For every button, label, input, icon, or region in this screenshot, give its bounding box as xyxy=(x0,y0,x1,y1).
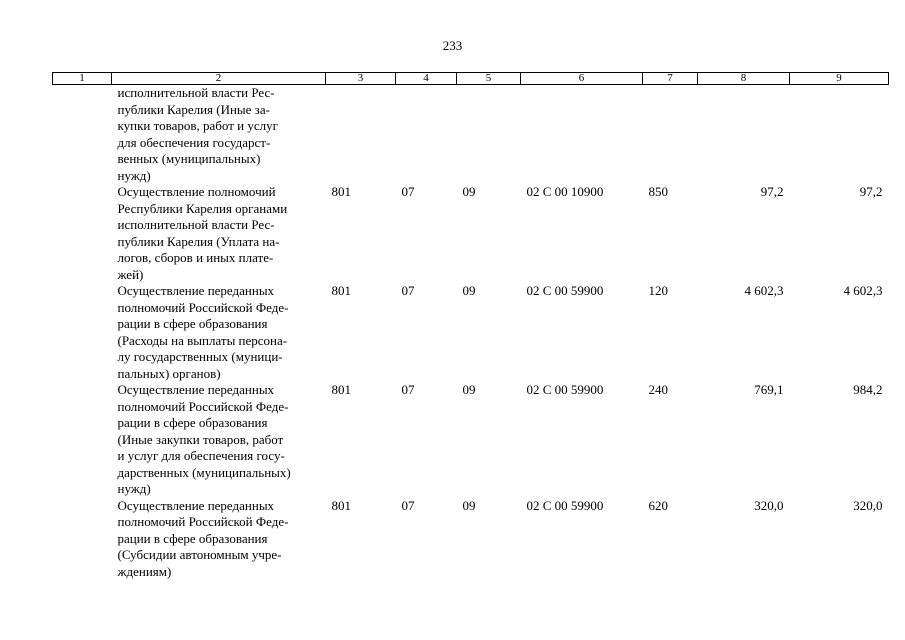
row-number-cell xyxy=(53,283,112,382)
amount-year-1-cell: 769,1 xyxy=(754,382,784,397)
header-col-6: 6 xyxy=(521,73,643,85)
table-row xyxy=(53,498,889,581)
amount-year-2-cell: 984,2 xyxy=(853,382,883,397)
page-number: 233 xyxy=(442,38,463,53)
header-col-4: 4 xyxy=(396,73,457,85)
amount-year-1-cell: 4 602,3 xyxy=(744,283,784,298)
target-article-code-cell: 02 С 00 59900 xyxy=(526,283,604,298)
amount-year-2-cell: 97,2 xyxy=(859,184,883,199)
header-col-1: 1 xyxy=(53,73,112,85)
item-name-cell: Осуществление переданных полномочий Российской Феде- рации в сфере образования (Иные закупки товаров, работ и услуг для обеспечения госу- дарственных (муниципальных) нужд) xyxy=(117,382,291,496)
subsection-code-cell: 09 xyxy=(462,283,476,298)
target-article-code-cell: 02 С 00 10900 xyxy=(526,184,604,199)
budget-table xyxy=(52,72,889,580)
table-row xyxy=(53,85,889,185)
row-number-cell xyxy=(53,184,112,283)
header-col-5: 5 xyxy=(457,73,521,85)
expense-type-code-cell: 240 xyxy=(648,382,668,397)
target-article-code-cell xyxy=(521,85,643,185)
expense-type-code-cell: 620 xyxy=(648,497,668,513)
ministry-code-cell: 801 xyxy=(331,184,351,199)
target-article-code-cell: 02 С 00 59900 xyxy=(526,497,604,513)
item-name-cell: исполнительной власти Рес- публики Карелия (Иные за- купки товаров, работ и услуг для обеспечения государст- венных (муниципальных) нужд) xyxy=(117,85,278,183)
expense-type-code-cell xyxy=(643,85,698,185)
row-number-cell xyxy=(53,382,112,498)
header-col-7: 7 xyxy=(643,73,698,85)
section-code-cell: 07 xyxy=(401,283,415,298)
section-code-cell: 07 xyxy=(401,184,415,199)
item-name-cell: Осуществление полномочий Республики Карелия органами исполнительной власти Рес- публики Карелия (Уплата на- логов, сборов и иных плате- жей) xyxy=(117,184,288,282)
amount-year-2-cell xyxy=(790,85,889,185)
item-name-cell: Осуществление переданных полномочий Российской Феде- рации в сфере образования (Субсидии автономным учре- ждениям) xyxy=(117,497,289,579)
amount-year-1-cell: 97,2 xyxy=(760,184,784,199)
ministry-code-cell xyxy=(326,85,396,185)
table-row xyxy=(53,382,889,498)
section-code-cell: 07 xyxy=(401,382,415,397)
amount-year-2-cell: 320,0 xyxy=(853,497,883,513)
header-col-9: 9 xyxy=(790,73,889,85)
table-row xyxy=(53,184,889,283)
header-col-8: 8 xyxy=(698,73,790,85)
section-code-cell xyxy=(396,85,457,185)
section-code-cell: 07 xyxy=(401,497,415,513)
row-number-cell xyxy=(53,498,112,581)
target-article-code-cell: 02 С 00 59900 xyxy=(526,382,604,397)
ministry-code-cell: 801 xyxy=(331,382,351,397)
subsection-code-cell: 09 xyxy=(462,497,476,513)
amount-year-1-cell: 320,0 xyxy=(754,497,784,513)
item-name-cell: Осуществление переданных полномочий Российской Феде- рации в сфере образования (Расходы на выплаты персона- лу государственных (муници- пальных) органов) xyxy=(117,283,289,381)
table-row xyxy=(53,283,889,382)
ministry-code-cell: 801 xyxy=(331,497,351,513)
column-number-header-row xyxy=(53,73,889,85)
expense-type-code-cell: 850 xyxy=(648,184,668,199)
expense-type-code-cell: 120 xyxy=(648,283,668,298)
subsection-code-cell: 09 xyxy=(462,184,476,199)
subsection-code-cell: 09 xyxy=(462,382,476,397)
amount-year-1-cell xyxy=(698,85,790,185)
header-col-3: 3 xyxy=(326,73,396,85)
amount-year-2-cell: 4 602,3 xyxy=(843,283,883,298)
subsection-code-cell xyxy=(457,85,521,185)
ministry-code-cell: 801 xyxy=(331,283,351,298)
row-number-cell xyxy=(53,85,112,185)
header-col-2: 2 xyxy=(112,73,326,85)
